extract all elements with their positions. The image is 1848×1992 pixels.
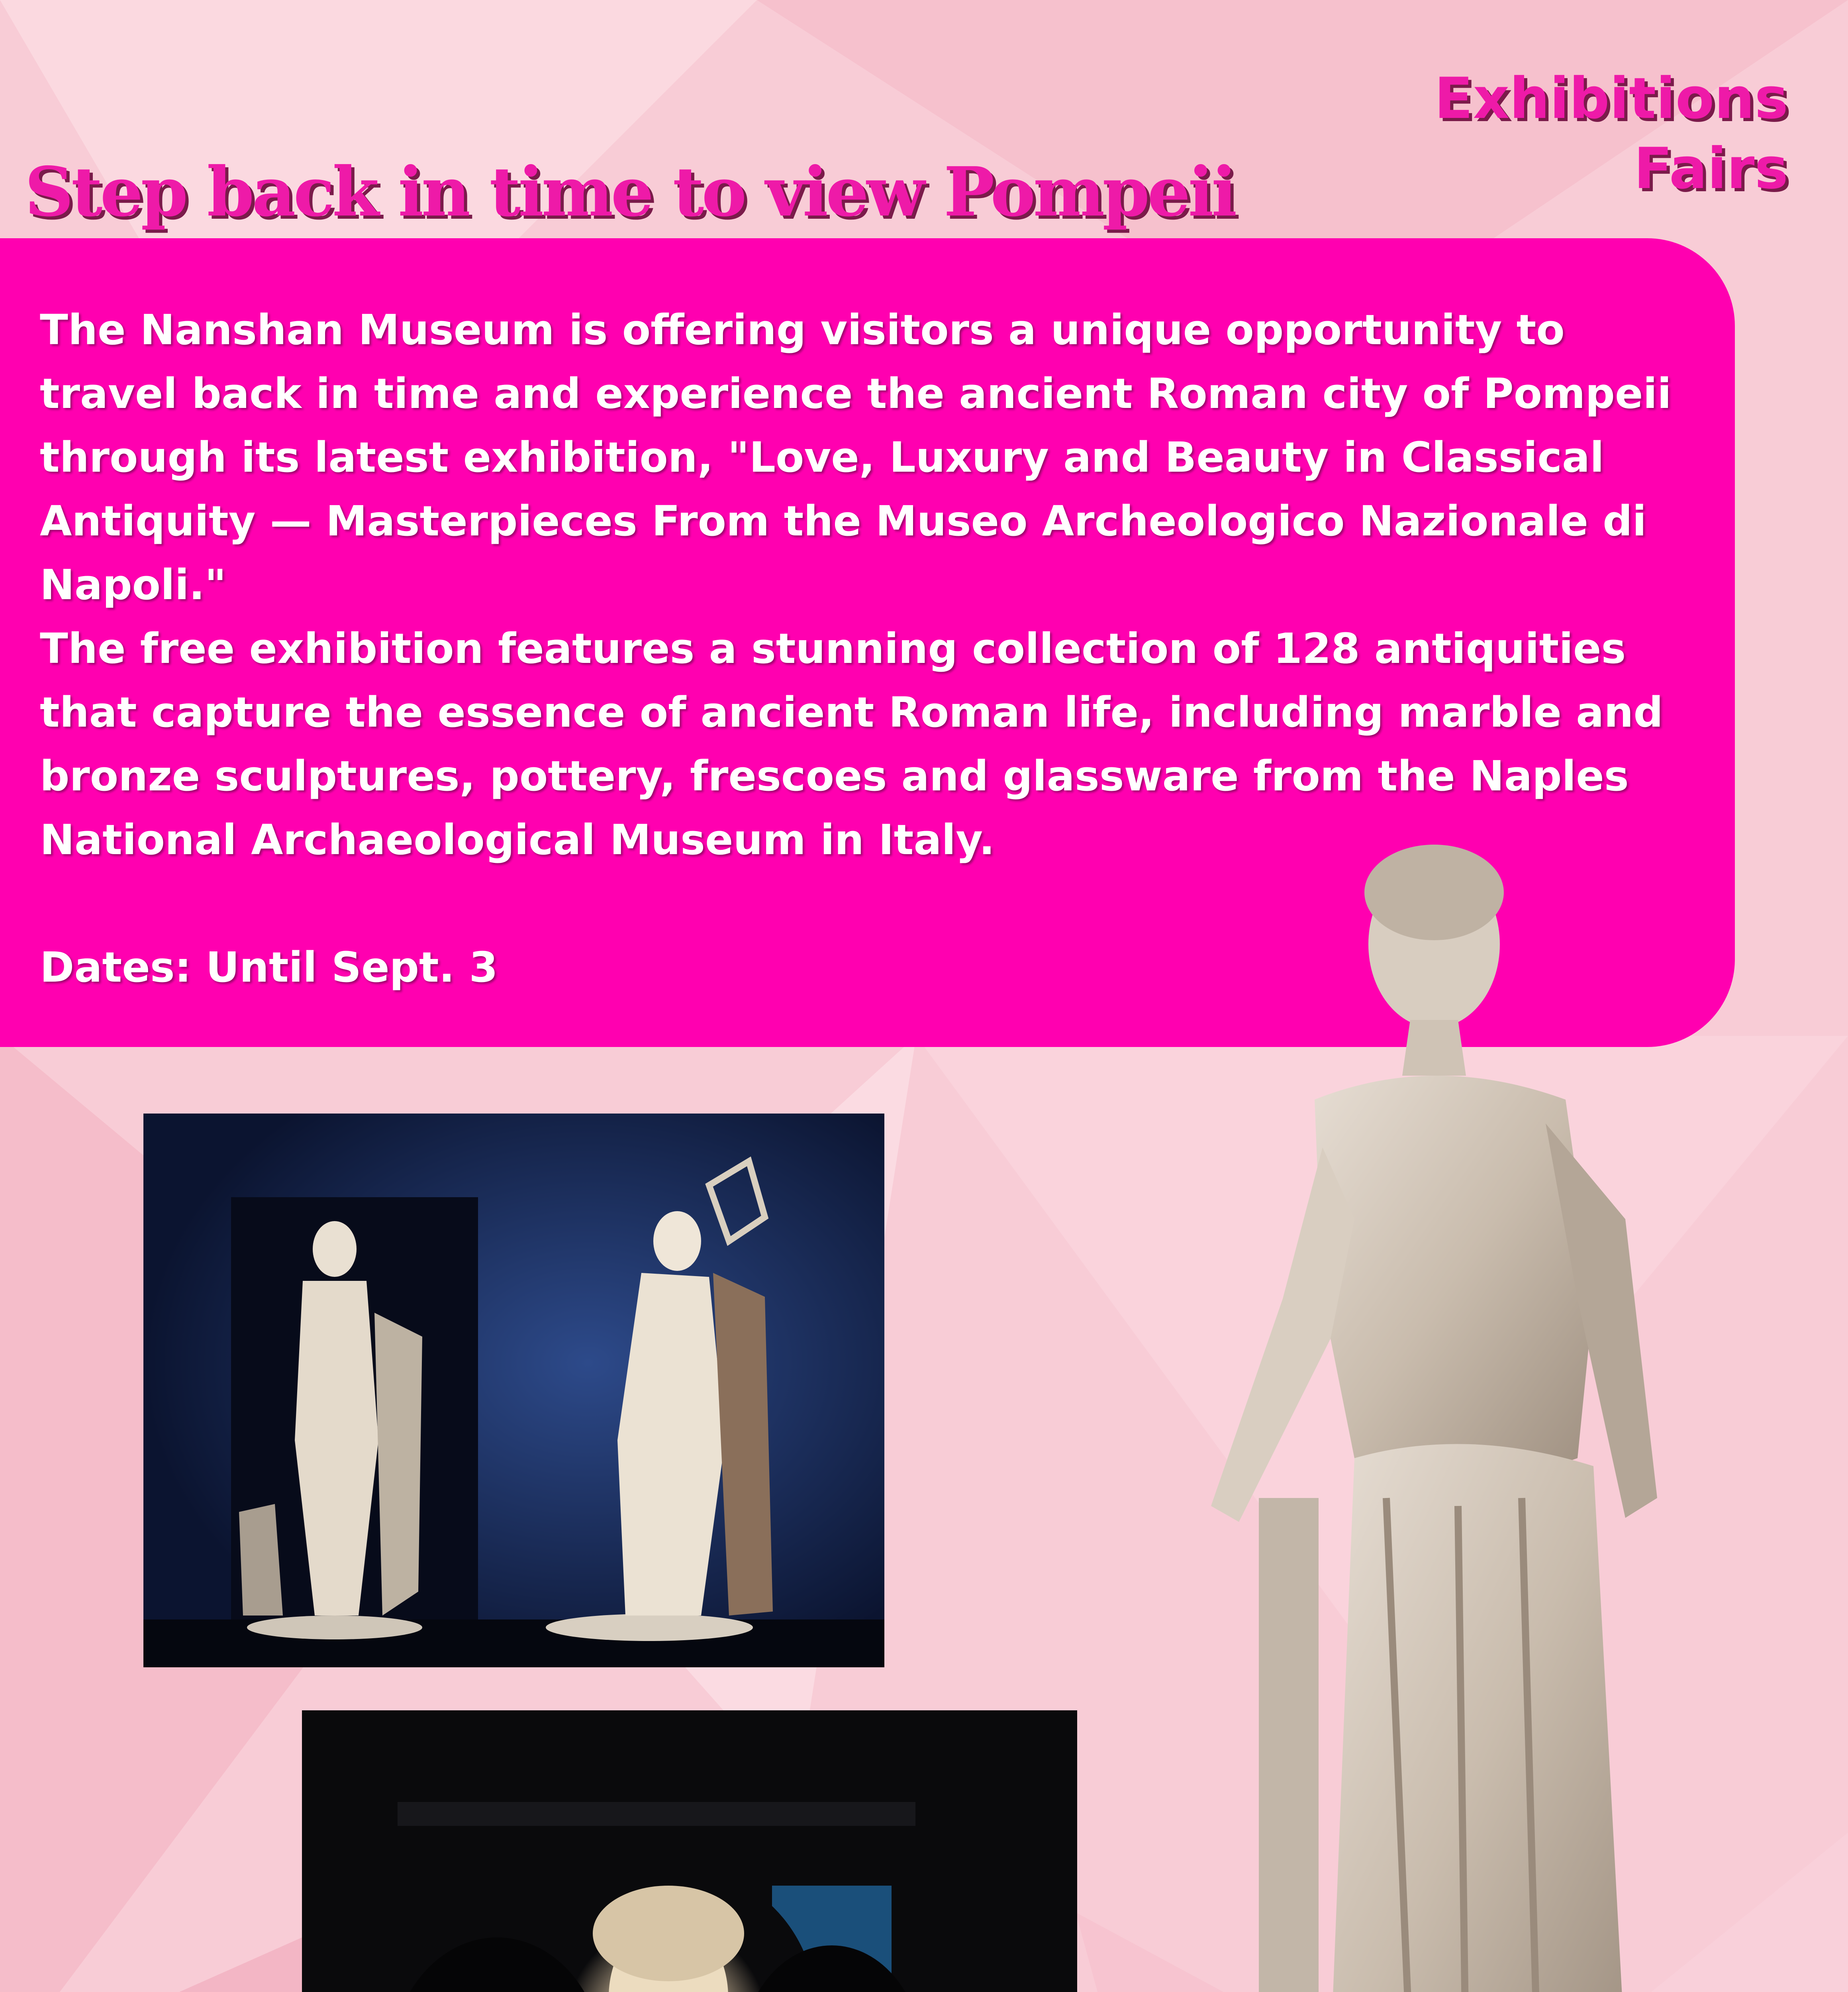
article-paragraph-details: The free exhibition features a stunning collection of 128 antiquities that capture the essence of ancient Roman life, including marble and bronze sculptures, pottery, frescoes and glassware from the Naples National Archaeological Museum in Italy. <box>40 624 1663 864</box>
section-tag-line2: Fairs <box>1634 136 1788 202</box>
photo-bust-visitors <box>302 1710 1077 1992</box>
section-tag-line1: Exhibitions <box>1434 66 1788 131</box>
article-dates: Dates: Until Sept. 3 <box>40 943 498 992</box>
article-paragraph-intro: The Nanshan Museum is offering visitors a unique opportunity to travel back in time and experience the ancient Roman city of Pompeii through its latest exhibition, "Love, Luxury and Beauty in Classical Antiquity — Masterpieces From the Museo Archeologico Nazionale di Napoli." <box>40 306 1672 609</box>
statue-cutout <box>1107 821 1737 1992</box>
section-tag <box>1435 64 1788 204</box>
photo-statues-gallery <box>143 1114 884 1667</box>
page-title: Step back in time to view Pompeii <box>25 152 1235 232</box>
